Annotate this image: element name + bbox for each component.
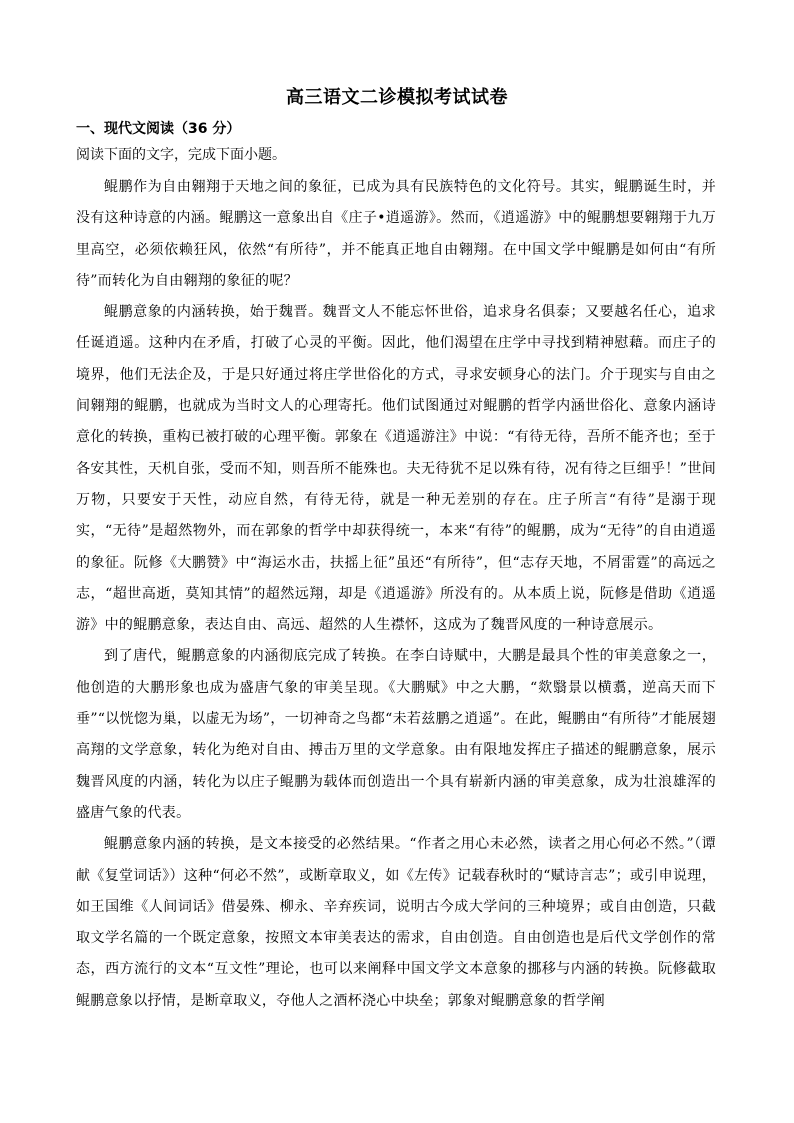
section-heading: 一、现代文阅读（36 分） [76,121,241,137]
reading-instruction: 阅读下面的文字，完成下面小题。 [76,147,286,163]
reading-passage [76,172,716,1017]
page-title: 高三语文二诊模拟考试试卷 [286,87,508,108]
passage-paragraph: 到了唐代，鲲鹏意象的内涵彻底完成了转换。在李白诗赋中，大鹏是最具个性的审美意象之一，他创造的大鹏形象也成为盛唐气象的审美呈现。《大鹏赋》中之大鹏，“欻翳景以横翥，逆高天而下垂”“以恍惚为巢，以虚无为场”，一切神奇之鸟都“未若兹鹏之逍遥”。在此，鲲鹏由“有所待”才能展翅高翔的文学意象，转化为绝对自由、搏击万里的文学意象。由有限地发挥庄子描述的鲲鹏意象，展示魏晋风度的内涵，转化为以庄子鲲鹏为载体而创造出一个具有崭新内涵的审美意象，成为壮浪雄浑的盛唐气象的代表。 [76,648,716,821]
passage-paragraph: 鲲鹏意象的内涵转换，始于魏晋。魏晋文人不能忘怀世俗，追求身名俱泰；又要越名任心，追求任诞逍遥。这种内在矛盾，打破了心灵的平衡。因此，他们渴望在庄学中寻找到精神慰藉。而庄子的境界，他们无法企及，于是只好通过将庄学世俗化的方式，寻求安顿身心的法门。介于现实与自由之间翱翔的鲲鹏，也就成为当时文人的心理寄托。他们试图通过对鲲鹏的哲学内涵世俗化、意象内涵诗意化的转换，重构已被打破的心理平衡。郭象在《逍遥游注》中说：“有待无待，吾所不能齐也；至于各安其性，天机自张，受而不知，则吾所不能殊也。夫无待犹不足以殊有待，况有待之巨细乎！”世间万物，只要安于天性，动应自然，有待无待，就是一种无差别的存在。庄子所言“有待”是溺于现实，“无待”是超然物外，而在郭象的哲学中却获得统一，本来“有待”的鲲鹏，成为“无待”的自由逍遥的象征。阮修《大鹏赞》中“海运水击，扶摇上征”虽还“有所待”，但“志存天地，不屑雷霆”的高远之志，“超世高逝，莫知其情”的超然远翔，却是《逍遥游》所没有的。从本质上说，阮修是借助《逍遥游》中的鲲鹏意象，表达自由、高远、超然的人生襟怀，这成为了魏晋风度的一种诗意展示。 [76,304,716,634]
passage-paragraph: 鲲鹏意象内涵的转换，是文本接受的必然结果。“作者之用心未必然，读者之用心何必不然。”（谭献《复堂词话》）这种“何必不然”，或断章取义，如《左传》记载春秋时的“赋诗言志”；或引申说理，如王国维《人间词话》借晏殊、柳永、辛弃疾词，说明古今成大学问的三种境界；或自由创造，只截取文学名篇的一个既定意象，按照文本审美表达的需求，自由创造。自由创造也是后代文学创作的常态，西方流行的文本“互文性”理论，也可以来阐释中国文学文本意象的挪移与内涵的转换。阮修截取鲲鹏意象以抒情，是断章取义，夺他人之酒杯浇心中块垒；郭象对鲲鹏意象的哲学阐 [76,836,716,1009]
passage-paragraph: 鲲鹏作为自由翱翔于天地之间的象征，已成为具有民族特色的文化符号。其实，鲲鹏诞生时，并没有这种诗意的内涵。鲲鹏这一意象出自《庄子•逍遥游》。然而，《逍遥游》中的鲲鹏想要翱翔于九万里高空，必须依赖狂风，依然“有所待”，并不能真正地自由翱翔。在中国文学中鲲鹏是如何由“有所待”而转化为自由翱翔的象征的呢？ [76,179,716,289]
